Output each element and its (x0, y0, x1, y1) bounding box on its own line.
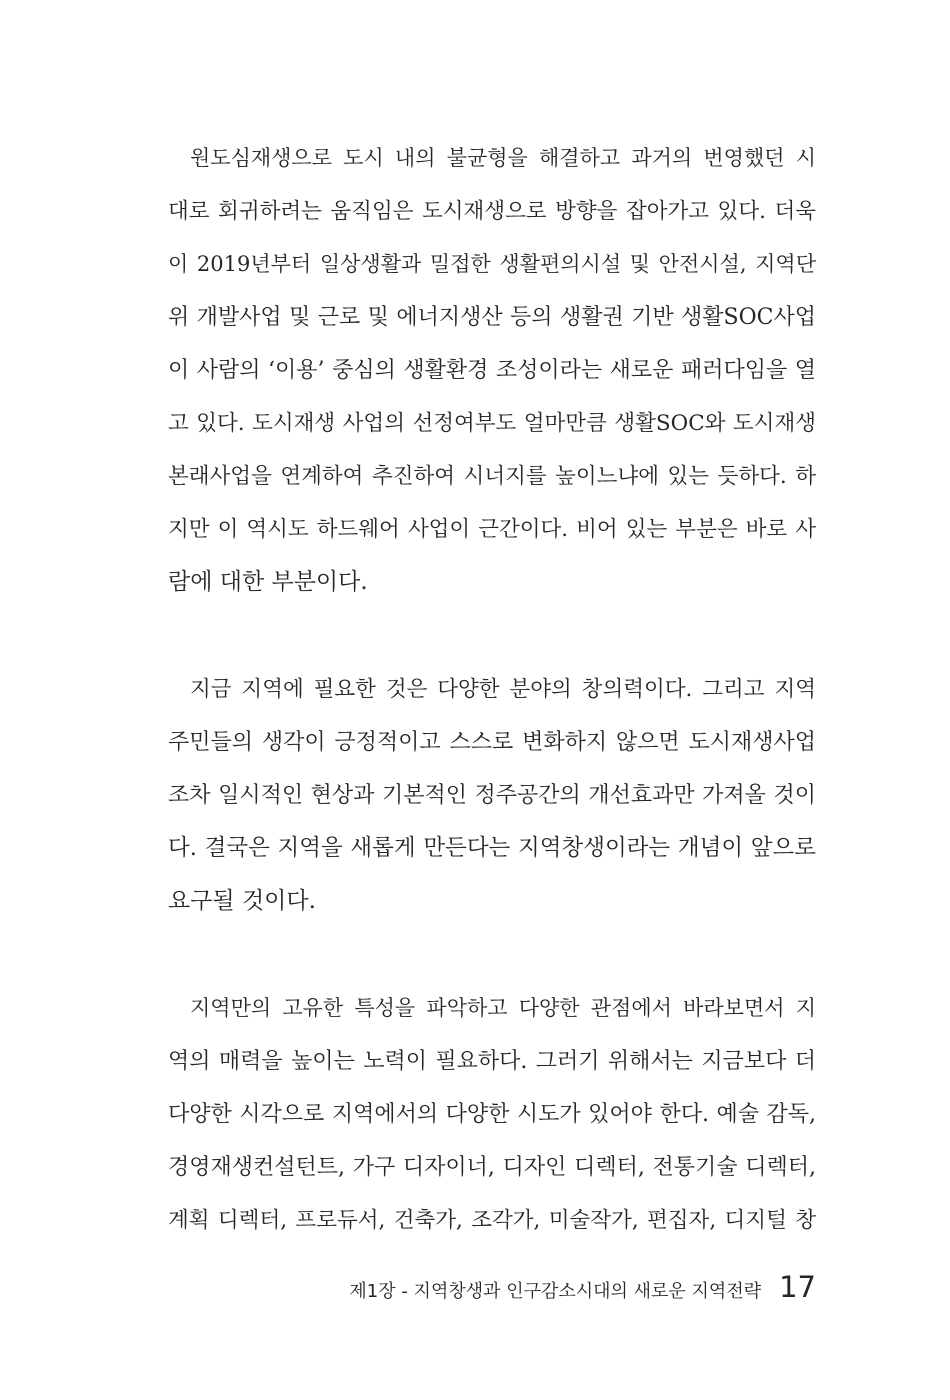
chapter-title: 제1장 - 지역창생과 인구감소시대의 새로운 지역전략 (349, 1281, 762, 1302)
text-line: 대로 회귀하려는 움직임은 도시재생으로 방향을 잡아가고 있다. 더욱 (168, 199, 816, 224)
text-line: 람에 대한 부분이다. (168, 569, 368, 595)
text-line: 원도심재생으로 도시 내의 불균형을 해결하고 과거의 번영했던 시 (190, 146, 816, 170)
text-line: 이 2019년부터 일상생활과 밀접한 생활편의시설 및 안전시설, 지역단 (168, 252, 816, 276)
text-line: 위 개발사업 및 근로 및 에너지생산 등의 생활권 기반 생활SOC사업 (168, 305, 816, 330)
page-number: 17 (779, 1270, 816, 1304)
text-line: 경영재생컨설턴트, 가구 디자이너, 디자인 디렉터, 전통기술 디렉터, (168, 1155, 816, 1180)
paragraph-2 (168, 663, 816, 928)
text-line: 지만 이 역시도 하드웨어 사업이 근간이다. 비어 있는 부분은 바로 사 (168, 517, 816, 542)
text-line: 요구될 것이다. (168, 888, 316, 914)
text-line: 역의 매력을 높이는 노력이 필요하다. 그러기 위해서는 지금보다 더 (168, 1049, 816, 1074)
paragraph-1 (168, 132, 816, 609)
text-line: 계획 디렉터, 프로듀서, 건축가, 조각가, 미술작가, 편집자, 디지털 창 (168, 1208, 816, 1233)
paragraph-gap (168, 928, 816, 982)
text-line: 조차 일시적인 현상과 기본적인 정주공간의 개선효과만 가져올 것이 (168, 783, 816, 808)
paragraph-3 (168, 982, 816, 1247)
page-footer (349, 1270, 816, 1316)
text-line: 본래사업을 연계하여 추진하여 시너지를 높이느냐에 있는 듯하다. 하 (168, 464, 816, 489)
text-line: 주민들의 생각이 긍정적이고 스스로 변화하지 않으면 도시재생사업 (168, 730, 816, 755)
text-line: 지금 지역에 필요한 것은 다양한 분야의 창의력이다. 그리고 지역 (190, 677, 816, 702)
body-text (168, 132, 816, 1247)
paragraph-gap (168, 609, 816, 663)
text-line: 이 사람의 ‘이용’ 중심의 생활환경 조성이라는 새로운 패러다임을 열 (168, 358, 816, 383)
text-line: 다양한 시각으로 지역에서의 다양한 시도가 있어야 한다. 예술 감독, (168, 1102, 816, 1127)
text-line: 다. 결국은 지역을 새롭게 만든다는 지역창생이라는 개념이 앞으로 (168, 835, 816, 861)
text-line: 지역만의 고유한 특성을 파악하고 다양한 관점에서 바라보면서 지 (190, 996, 816, 1020)
text-line: 고 있다. 도시재생 사업의 선정여부도 얼마만큼 생활SOC와 도시재생 (168, 411, 816, 436)
